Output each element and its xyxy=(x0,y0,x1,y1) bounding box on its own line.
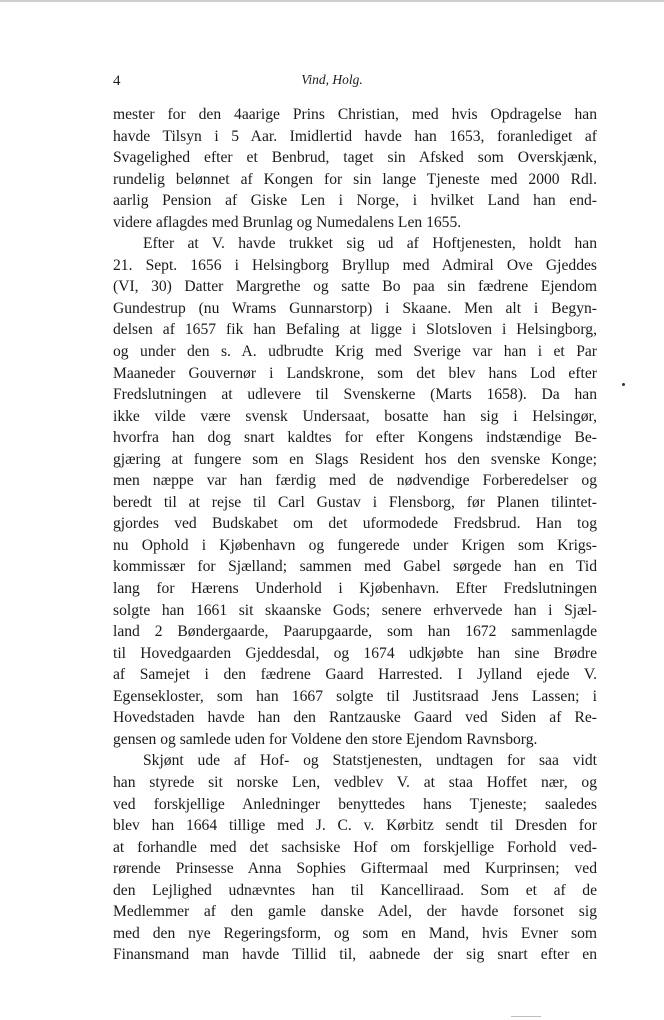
running-head: Vind, Holg. xyxy=(301,72,363,87)
margin-mark xyxy=(622,383,625,386)
text-line: rørende Prinsesse Anna Sophies Giftermaal med Kurprinsen; ved xyxy=(113,860,597,878)
text-line: Medlemmer af den gamle danske Adel, der havde forsonet sig xyxy=(113,903,597,921)
text-line: af Samejet i den fædrene Gaard Harrested. I Jylland ejede V. xyxy=(113,666,597,684)
text-line: den Lejlighed udnævntes han til Kancelliraad. Som et af de xyxy=(113,881,597,899)
body-text xyxy=(113,104,597,966)
text-line: Finansmand man havde Tillid til, aabnede der sig snart efter en xyxy=(113,946,597,964)
scan-artifact xyxy=(511,1016,541,1017)
text-line: nu Ophold i Kjøbenhavn og fungerede under Krigen som Krigs- xyxy=(113,536,597,554)
text-line: med den nye Regeringsform, og som en Mand, hvis Evner som xyxy=(113,924,597,942)
text-line: mester for den 4aarige Prins Christian, med hvis Opdragelse han xyxy=(113,106,597,123)
text-line: og under den s. A. udbrudte Krig med Sverige var han i et Par xyxy=(113,343,597,361)
text-line: Gundestrup (nu Wrams Gunnarstorp) i Skaane. Men alt i Begyn- xyxy=(113,299,597,317)
text-line: kommissær for Sjælland; sammen med Gabel sørgede han en Tid xyxy=(113,558,597,576)
text-line: lang for Hærens Underhold i Kjøbenhavn. Efter Fredslutningen xyxy=(113,580,597,598)
text-line: men næppe var han færdig med de nødvendige Forberedelser og xyxy=(113,472,597,490)
page-number: 4 xyxy=(113,73,121,89)
text-line: 21. Sept. 1656 i Helsingborg Bryllup med Admiral Ove Gjeddes xyxy=(113,256,597,274)
text-line: gensen og samlede uden for Voldene den store Ejendom Ravnsborg. xyxy=(113,730,538,748)
text-line: Svagelighed efter et Benbrud, taget sin Afsked som Overskjænk, xyxy=(113,149,597,167)
text-line: Fredslutningen at udlevere til Svenskerne (Marts 1658). Da han xyxy=(113,386,597,404)
text-line: ikke vilde være svensk Undersaat, bosatte han sig i Helsingør, xyxy=(113,407,597,425)
text-line: land 2 Bøndergaarde, Paarupgaarde, som han 1672 sammenlagde xyxy=(113,623,597,641)
page-top-edge xyxy=(0,0,664,2)
text-line: Egensekloster, som han 1667 solgte til Justitsraad Jens Lassen; i xyxy=(113,687,597,705)
text-line: beredt til at rejse til Carl Gustav i Flensborg, før Planen tilintet- xyxy=(113,493,597,511)
text-line: at forhandle med det sachsiske Hof om forskjellige Forhold ved- xyxy=(113,838,597,856)
text-line: Skjønt ude af Hof- og Statstjenesten, undtagen for saa vidt xyxy=(143,752,597,770)
text-line: Hovedstaden havde han den Rantzauske Gaard ved Siden af Re- xyxy=(113,709,597,727)
text-line: rundelig belønnet af Kongen for sin lange Tjeneste med 2000 Rdl. xyxy=(113,170,597,188)
text-line: Maaneder Gouvernør i Landskrone, som det blev hans Lod efter xyxy=(113,364,597,382)
text-line: havde Tilsyn i 5 Aar. Imidlertid havde han 1653, foranlediget af xyxy=(113,127,597,145)
text-line: ved forskjellige Anledninger benyttedes hans Tjeneste; saaledes xyxy=(113,795,597,813)
text-line: til Hovedgaarden Gjeddesdal, og 1674 udkjøbte han sine Brødre xyxy=(113,644,597,662)
text-line: solgte han 1661 sit skaanske Gods; senere erhvervede han i Sjæl- xyxy=(113,601,597,619)
text-line: gjæring at fungere som en Slags Resident hos den svenske Konge; xyxy=(113,450,597,468)
text-line: han styrede sit norske Len, vedblev V. at staa Hoffet nær, og xyxy=(113,773,597,791)
text-line: gjordes ved Budskabet om det uformodede Fredsbrud. Han tog xyxy=(113,515,597,533)
text-line: blev han 1664 tillige med J. C. v. Kørbitz sendt til Dresden for xyxy=(113,817,597,835)
text-line: (VI, 30) Datter Margrethe og satte Bo paa sin fædrene Ejendom xyxy=(113,278,597,296)
text-line: aarlig Pension af Giske Len i Norge, i hvilket Land han end- xyxy=(113,192,597,210)
text-line: hvorfra han dog snart kaldtes for efter Kongens indstændige Be- xyxy=(113,429,597,447)
text-line: Efter at V. havde trukket sig ud af Hoftjenesten, holdt han xyxy=(143,235,597,253)
text-line: videre aflagdes med Brunlag og Numedalens Len 1655. xyxy=(113,213,462,231)
text-line: delsen af 1657 fik han Befaling at ligge i Slotsloven i Helsingborg, xyxy=(113,321,597,339)
